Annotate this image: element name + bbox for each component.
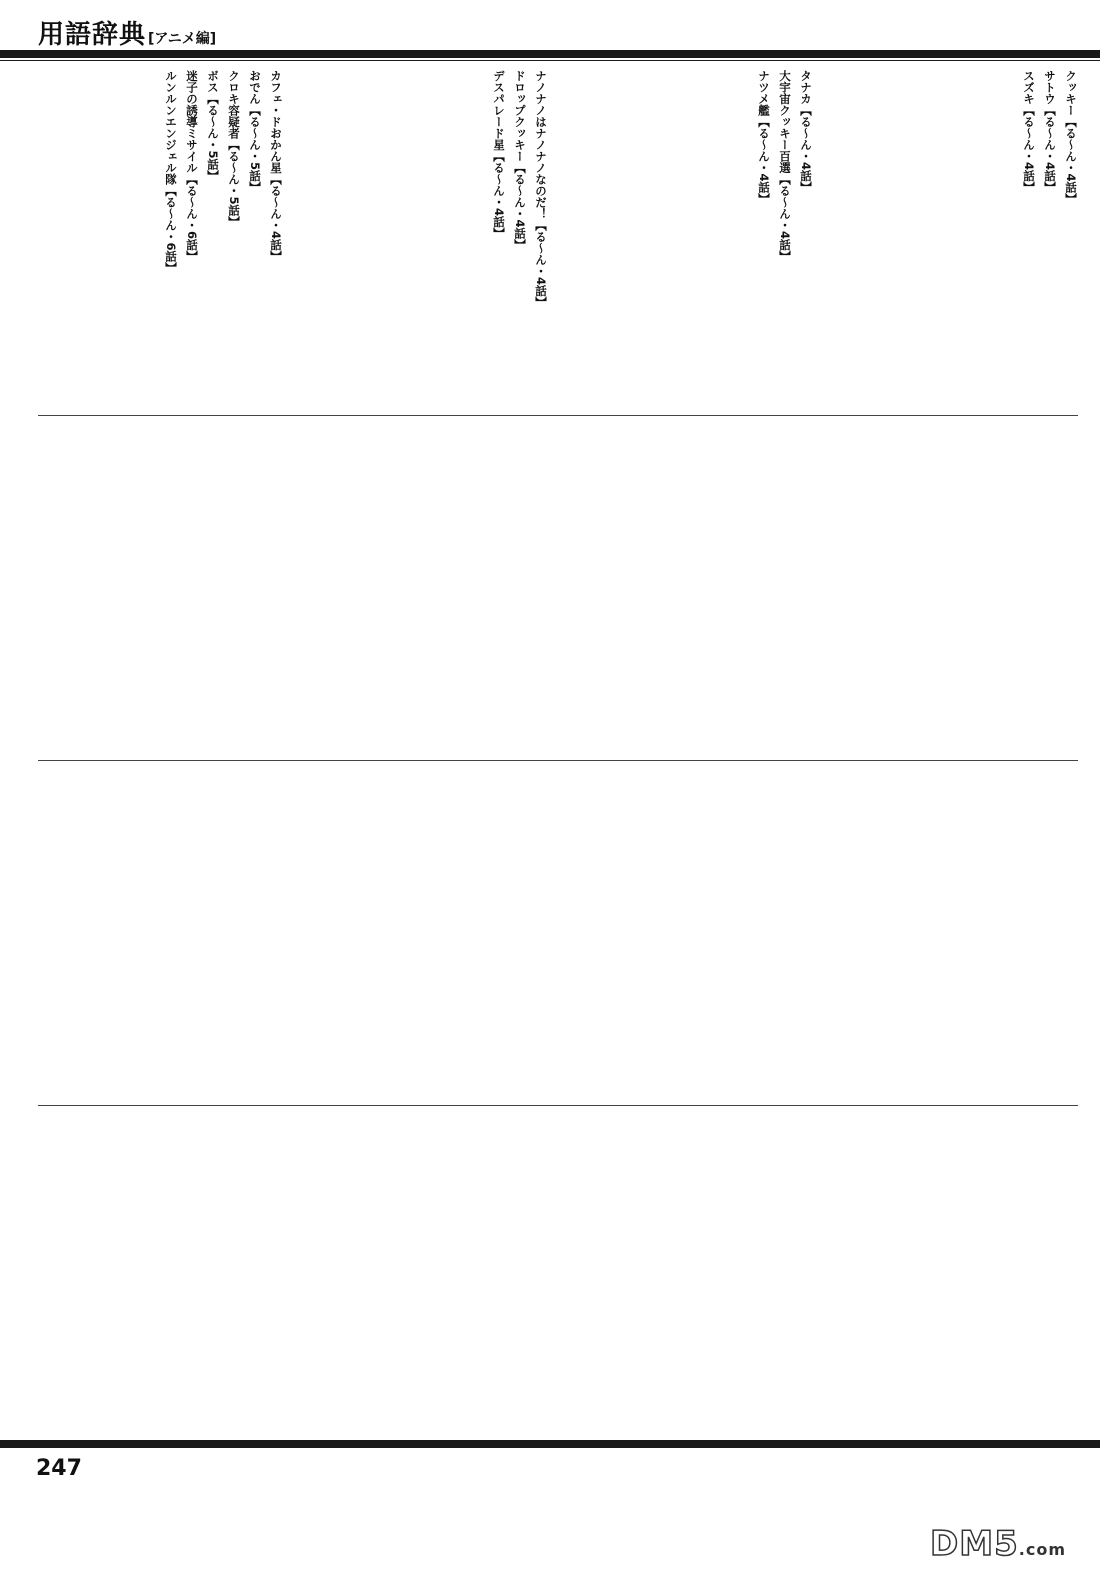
glossary-entry [533,70,548,380]
page-title: 用語辞典 [38,20,147,50]
entry-headword: 大宇宙クッキー百選【る〜ん・4話】 [778,70,792,263]
glossary-entry [491,70,506,380]
glossary-column [38,767,283,1077]
entry-headword: サトウ【る〜ん・4話】 [1043,70,1057,194]
entry-headword: ナツメ艦【る〜ん・4話】 [757,70,771,205]
glossary-column [303,767,548,1077]
glossary-column [568,422,813,732]
glossary-entry [1042,70,1057,380]
glossary-entry [205,70,220,380]
header-rule-thin [0,60,1100,61]
entry-headword: デスパレード星【る〜ん・4話】 [492,70,506,240]
glossary-tier [38,1105,1078,1442]
glossary-column [303,422,548,732]
entry-headword: おでん【る〜ん・5話】 [248,70,262,194]
glossary-column [833,422,1078,732]
glossary-column [303,70,548,380]
header-rule [0,50,1100,58]
glossary-column [303,1112,548,1422]
watermark-suffix: .com [1018,1540,1066,1559]
glossary-column [833,767,1078,1077]
glossary-entry [268,70,283,380]
entry-headword: クロキ容疑者【る〜ん・5話】 [227,70,241,228]
footer-rule [0,1440,1100,1448]
glossary-entry [798,70,813,380]
glossary-column [38,422,283,732]
glossary-entry [756,70,771,380]
entry-headword: ドロップクッキー【る〜ん・4話】 [513,70,527,251]
entry-headword: カフェ・ドおかん星【る〜ん・4話】 [269,70,283,263]
page-header [38,14,216,48]
glossary-entry [184,70,199,380]
page-number: 247 [36,1456,82,1481]
site-watermark [930,1524,1066,1564]
entry-headword: クッキー【る〜ん・4話】 [1064,70,1078,205]
glossary-column [833,1112,1078,1422]
glossary-grid [38,70,1078,1428]
entry-headword: ボス【る〜ん・5話】 [206,70,220,182]
glossary-column [38,1112,283,1422]
glossary-entry [512,70,527,380]
glossary-column [568,1112,813,1422]
entry-headword: スズキ【る〜ん・4話】 [1022,70,1036,194]
glossary-column [38,70,283,380]
glossary-column [833,70,1078,380]
glossary-tier [38,415,1078,752]
glossary-entry [1063,70,1078,380]
page-subtitle: [アニメ編] [148,31,217,47]
entry-headword: タナカ【る〜ん・4話】 [799,70,813,194]
entry-headword: ルンルンエンジェル隊【る〜ん・6話】 [164,70,178,274]
watermark-text: DM5 [930,1524,1019,1564]
glossary-entry [163,70,178,380]
glossary-column [568,70,813,380]
glossary-entry [777,70,792,380]
glossary-entry [1021,70,1036,380]
entry-headword: ナノナノはナノナノなのだ！【る〜ん・4話】 [534,70,548,309]
glossary-column [568,767,813,1077]
glossary-tier [38,760,1078,1097]
glossary-entry [226,70,241,380]
glossary-tier [38,70,1078,400]
entry-headword: 迷子の誘導ミサイル【る〜ん・6話】 [185,70,199,263]
glossary-entry [247,70,262,380]
